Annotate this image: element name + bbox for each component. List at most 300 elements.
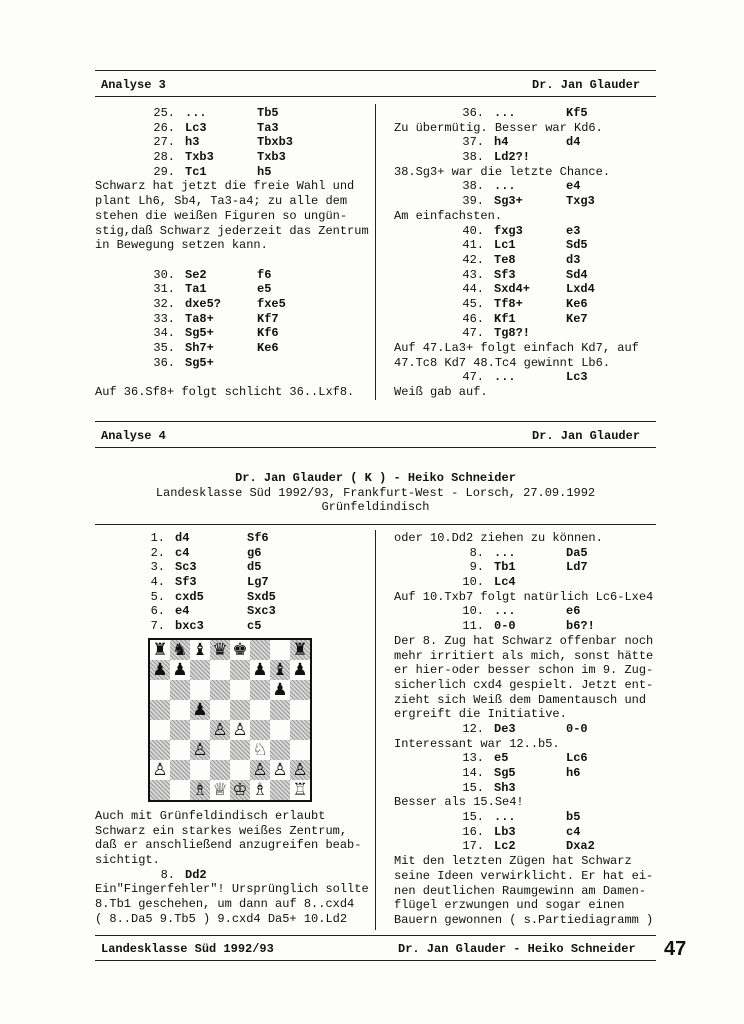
empty-square	[170, 680, 190, 700]
move-row	[95, 619, 373, 634]
analysis4-opening-moves	[95, 531, 373, 634]
empty-square	[230, 700, 250, 720]
white-move: Ta8+	[185, 311, 214, 326]
white-move: ...	[494, 810, 516, 825]
empty-square	[230, 740, 250, 760]
piece-square	[250, 760, 270, 780]
text-line: 47.Tc8 Kd7 48.Tc4 gewinnt Lb6.	[394, 355, 611, 370]
game-header-rule	[95, 524, 656, 525]
empty-square	[230, 660, 250, 680]
move-row	[394, 224, 656, 239]
move-number: 10.	[462, 575, 484, 590]
move-row	[95, 341, 373, 356]
move-row	[394, 825, 656, 840]
text-line: Auch mit Grünfeldindisch erlaubt	[95, 809, 326, 823]
empty-square	[230, 760, 250, 780]
piece-square	[170, 660, 190, 680]
empty-square	[250, 700, 270, 720]
text-line: Ein"Fingerfehler"! Ursprünglich sollte	[95, 882, 369, 897]
white-move: Kf1	[494, 311, 516, 326]
move-number: 27.	[153, 135, 175, 150]
move-number: 43.	[462, 267, 484, 282]
chess-piece-icon: ♙	[252, 760, 268, 780]
text-line: stig,daß Schwarz jederzeit das Zentrum	[95, 223, 369, 238]
black-move: Ke7	[566, 311, 588, 326]
move-row	[394, 810, 656, 825]
black-move: c5	[247, 619, 262, 634]
piece-square	[210, 640, 230, 660]
move-number: 14.	[462, 766, 484, 780]
white-move: Sg5	[494, 766, 516, 780]
black-move: Kf5	[566, 106, 588, 120]
move-row	[95, 282, 373, 297]
move-number: 44.	[462, 282, 484, 297]
move-number: 38.	[462, 150, 484, 165]
move-row	[95, 165, 373, 180]
piece-square	[190, 700, 210, 720]
chess-piece-icon: ♜	[152, 640, 168, 660]
move-number: 17.	[462, 839, 484, 854]
move-row	[394, 179, 656, 194]
move-row	[394, 312, 656, 327]
black-move: fxe5	[257, 296, 286, 311]
analysis4-left-text	[95, 809, 373, 927]
white-move: e4	[175, 604, 190, 619]
move-number: 8.	[160, 867, 175, 882]
white-move: fxg3	[494, 223, 523, 238]
move-number: 5.	[150, 589, 165, 604]
piece-square	[290, 640, 310, 660]
text-line: Auf 47.La3+ folgt einfach Kd7, auf	[394, 341, 639, 355]
text-line: Interessant war 12..b5.	[394, 736, 560, 751]
move-row	[95, 868, 373, 883]
move-row	[95, 356, 373, 371]
text-line: flügel erzwungen und sogar einen	[394, 898, 625, 913]
white-move: Tf8+	[494, 296, 523, 311]
chess-piece-icon: ♗	[252, 780, 268, 800]
move-row	[394, 253, 656, 268]
move-row	[394, 560, 656, 575]
section2-top-rule	[95, 421, 656, 422]
black-move: g6	[247, 545, 262, 560]
piece-square	[250, 780, 270, 800]
text-line: sichtigt.	[95, 853, 160, 868]
piece-square	[290, 780, 310, 800]
black-move: 0-0	[566, 721, 588, 736]
page-number: 47	[664, 938, 687, 960]
piece-square	[290, 760, 310, 780]
section-title: Analyse 3	[101, 78, 166, 92]
black-move: Kf6	[257, 326, 279, 341]
empty-square	[150, 780, 170, 800]
move-row	[394, 282, 656, 297]
text-line: zieht sich Weiß dem Damentausch und	[394, 692, 647, 707]
section-author: Dr. Jan Glauder	[532, 429, 641, 443]
white-move: Sg5+	[185, 326, 214, 341]
piece-square	[230, 780, 250, 800]
white-move: Sxd4+	[494, 282, 531, 297]
chess-piece-icon: ♟	[292, 660, 308, 680]
text-line: Bauern gewonnen ( s.Partiediagramm )	[394, 912, 654, 927]
white-move: Ld2?!	[494, 150, 531, 165]
move-number: 31.	[153, 282, 175, 297]
piece-square	[170, 640, 190, 660]
move-number: 37.	[462, 135, 484, 150]
piece-square	[250, 740, 270, 760]
piece-square	[250, 660, 270, 680]
white-move: ...	[494, 106, 516, 120]
move-number: 32.	[153, 296, 175, 311]
white-move: Ta1	[185, 282, 207, 297]
black-move: e6	[566, 604, 581, 619]
move-number: 16.	[462, 824, 484, 839]
empty-square	[210, 760, 230, 780]
chess-piece-icon: ♖	[292, 780, 308, 800]
black-move: Lxd4	[566, 282, 595, 297]
game-header	[95, 471, 656, 515]
empty-square	[190, 680, 210, 700]
white-move: Tb1	[494, 560, 516, 575]
black-move: Tbxb3	[257, 135, 294, 150]
chess-piece-icon: ♙	[152, 760, 168, 780]
white-move: cxd5	[175, 589, 204, 604]
chess-piece-icon: ♙	[292, 760, 308, 780]
text-line: daß er anschließend anzugreifen beab-	[95, 838, 362, 853]
piece-square	[190, 740, 210, 760]
black-move: d3	[566, 252, 581, 267]
move-row	[394, 839, 656, 854]
text-line: Am einfachsten.	[394, 208, 503, 223]
white-move: Lc1	[494, 238, 516, 253]
empty-square	[150, 680, 170, 700]
empty-square	[250, 640, 270, 660]
black-move: e4	[566, 179, 581, 194]
empty-square	[190, 720, 210, 740]
piece-square	[150, 660, 170, 680]
analysis3-left-column	[95, 106, 373, 400]
black-move: Kf7	[257, 311, 279, 326]
text-line: oder 10.Dd2 ziehen zu können.	[394, 531, 603, 545]
piece-square	[290, 660, 310, 680]
move-row	[394, 751, 656, 766]
game-event: Landesklasse Süd 1992/93, Frankfurt-West - Lorsch, 27.09.1992	[155, 485, 596, 500]
move-number: 2.	[150, 545, 165, 560]
black-move: b6?!	[566, 619, 595, 634]
black-move: e3	[566, 223, 581, 238]
move-row	[95, 135, 373, 150]
move-row	[394, 268, 656, 283]
chess-piece-icon: ♟	[152, 660, 168, 680]
black-move: c4	[566, 824, 581, 839]
piece-square	[210, 780, 230, 800]
move-row	[394, 106, 656, 121]
white-move: dxe5?	[185, 296, 222, 311]
white-move: Sf3	[494, 267, 516, 282]
move-row	[394, 575, 656, 590]
move-row	[394, 238, 656, 253]
move-row	[394, 297, 656, 312]
text-line: stehen die weißen Figuren so ungün-	[95, 208, 348, 223]
black-move: Ke6	[257, 341, 279, 355]
move-number: 40.	[462, 223, 484, 238]
white-move: e5	[494, 751, 509, 766]
chess-piece-icon: ♙	[272, 760, 288, 780]
move-row	[394, 150, 656, 165]
empty-square	[190, 760, 210, 780]
black-move: Lc6	[566, 751, 588, 766]
piece-square	[270, 760, 290, 780]
piece-square	[270, 660, 290, 680]
chess-piece-icon: ♘	[252, 740, 268, 760]
footer-left: Landesklasse Süd 1992/93	[101, 942, 274, 956]
white-move: c4	[175, 545, 190, 560]
chess-piece-icon: ♙	[192, 740, 208, 760]
white-move: Lc2	[494, 839, 516, 854]
section-author: Dr. Jan Glauder	[532, 78, 641, 92]
chess-piece-icon: ♛	[212, 640, 228, 660]
piece-square	[190, 780, 210, 800]
game-opening: Grünfeldindisch	[321, 500, 430, 515]
white-move: ...	[185, 106, 207, 120]
text-line: seine Ideen verwirklicht. Er hat ei-	[394, 868, 654, 883]
chess-piece-icon: ♜	[292, 640, 308, 660]
move-number: 10.	[462, 604, 484, 619]
empty-square	[270, 700, 290, 720]
empty-square	[270, 780, 290, 800]
black-move: Ke6	[566, 296, 588, 311]
white-move: ...	[494, 604, 516, 619]
text-line: Besser als 15.Se4!	[394, 795, 524, 810]
move-row	[394, 194, 656, 209]
text-line: mehr irritiert als mich, sonst hätte	[394, 648, 654, 663]
section-title: Analyse 4	[101, 429, 166, 443]
empty-square	[210, 700, 230, 720]
white-move: 0-0	[494, 619, 516, 634]
chess-piece-icon: ♞	[172, 640, 188, 660]
move-row	[95, 312, 373, 327]
text-line: er hier-oder besser schon im 9. Zug-	[394, 663, 654, 678]
empty-square	[210, 740, 230, 760]
black-move: Txb3	[257, 150, 286, 165]
black-move: e5	[257, 282, 272, 297]
section2-header-rule	[95, 447, 656, 448]
black-move: h6	[566, 766, 581, 780]
piece-square	[150, 640, 170, 660]
move-number: 41.	[462, 238, 484, 253]
white-move: ...	[494, 179, 516, 194]
empty-square	[150, 700, 170, 720]
move-row	[95, 268, 373, 283]
text-line: sicherlich cxd4 gespielt. Jetzt ent-	[394, 677, 654, 692]
move-row	[394, 135, 656, 150]
piece-square	[150, 760, 170, 780]
move-number: 30.	[153, 267, 175, 282]
column-divider	[375, 530, 376, 930]
move-row	[394, 619, 656, 634]
black-move: Sxc3	[247, 604, 276, 619]
black-move: Da5	[566, 545, 588, 560]
empty-square	[270, 720, 290, 740]
black-move: Lg7	[247, 575, 269, 590]
empty-square	[210, 680, 230, 700]
move-number: 11.	[462, 619, 484, 634]
empty-square	[150, 720, 170, 740]
top-rule	[95, 70, 656, 71]
chess-piece-icon: ♟	[172, 660, 188, 680]
black-move: Tb5	[257, 106, 279, 120]
black-move: Ld7	[566, 560, 588, 575]
chess-piece-icon: ♔	[232, 780, 248, 800]
move-number: 28.	[153, 150, 175, 165]
move-number: 25.	[153, 106, 175, 120]
black-move: f6	[257, 267, 272, 282]
white-move: Lc4	[494, 575, 516, 590]
move-number: 34.	[153, 326, 175, 341]
white-move: Dd2	[185, 867, 207, 882]
move-number: 1.	[150, 531, 165, 545]
move-number: 38.	[462, 179, 484, 194]
empty-square	[210, 660, 230, 680]
white-move: Sh7+	[185, 341, 214, 355]
empty-square	[290, 740, 310, 760]
black-move: d4	[566, 135, 581, 150]
move-row	[95, 106, 373, 121]
move-number: 15.	[462, 810, 484, 825]
move-number: 47.	[462, 326, 484, 341]
white-move: h4	[494, 135, 509, 150]
empty-square	[290, 680, 310, 700]
chess-piece-icon: ♙	[232, 720, 248, 740]
white-move: Te8	[494, 252, 516, 267]
black-move: Sd4	[566, 267, 588, 282]
white-move: Sh3	[494, 780, 516, 795]
move-row	[95, 604, 373, 619]
text-line: ergreift die Initiative.	[394, 707, 567, 722]
move-number: 46.	[462, 311, 484, 326]
move-number: 36.	[462, 106, 484, 120]
white-move: De3	[494, 721, 516, 736]
chess-piece-icon: ♟	[192, 700, 208, 720]
game-players: Dr. Jan Glauder ( K ) - Heiko Schneider	[235, 471, 516, 485]
white-move: d4	[175, 531, 190, 545]
chess-piece-icon: ♙	[212, 720, 228, 740]
text-line: 38.Sg3+ war die letzte Chance.	[394, 164, 611, 179]
move-number: 36.	[153, 355, 175, 370]
move-number: 39.	[462, 194, 484, 209]
move-row	[95, 560, 373, 575]
empty-square	[250, 680, 270, 700]
white-move: h3	[185, 135, 200, 150]
move-row	[95, 297, 373, 312]
move-row	[394, 546, 656, 561]
empty-square	[170, 720, 190, 740]
text-line: Schwarz hat jetzt die freie Wahl und	[95, 179, 355, 194]
footer-rule-top	[95, 935, 656, 936]
analysis4-right-column	[394, 531, 656, 928]
empty-square	[150, 740, 170, 760]
text-line: ( 8..Da5 9.Tb5 ) 9.cxd4 Da5+ 10.Ld2	[95, 911, 348, 926]
move-number: 13.	[462, 751, 484, 766]
move-number: 33.	[153, 311, 175, 326]
empty-square	[290, 720, 310, 740]
white-move: Sg3+	[494, 194, 523, 209]
white-move: Lc3	[185, 120, 207, 135]
empty-square	[270, 640, 290, 660]
text-line: Weiß gab auf.	[394, 385, 488, 400]
chess-piece-icon: ♗	[192, 780, 208, 800]
move-number: 47.	[462, 370, 484, 385]
text-line: Mit den letzten Zügen hat Schwarz	[394, 854, 632, 869]
white-move: ...	[494, 545, 516, 560]
white-move: Sc3	[175, 560, 197, 575]
move-row	[95, 590, 373, 605]
empty-square	[170, 760, 190, 780]
piece-square	[190, 640, 210, 660]
move-number: 6.	[150, 604, 165, 619]
move-row	[394, 781, 656, 796]
text-line: 8.Tb1 geschehen, um dann auf 8..cxd4	[95, 897, 355, 912]
chess-piece-icon: ♟	[272, 680, 288, 700]
black-move: d5	[247, 560, 262, 575]
empty-square	[190, 660, 210, 680]
move-row	[394, 722, 656, 737]
chess-piece-icon: ♝	[192, 640, 208, 660]
piece-square	[210, 720, 230, 740]
move-number: 29.	[153, 164, 175, 179]
move-row	[394, 766, 656, 781]
chess-piece-icon: ♚	[232, 640, 248, 660]
move-number: 45.	[462, 296, 484, 311]
move-number: 9.	[469, 560, 484, 575]
white-move: ...	[494, 370, 516, 385]
white-move: Txb3	[185, 150, 214, 165]
move-row	[95, 531, 373, 546]
move-number: 7.	[150, 619, 165, 634]
move-row	[394, 370, 656, 385]
move-row	[394, 604, 656, 619]
move-number: 4.	[150, 575, 165, 590]
black-move: Lc3	[566, 370, 588, 385]
empty-square	[230, 680, 250, 700]
analysis3-right-column	[394, 106, 656, 400]
footer-rule-bottom	[95, 960, 656, 961]
white-move: bxc3	[175, 619, 204, 634]
move-row	[95, 575, 373, 590]
text-line: Der 8. Zug hat Schwarz offenbar noch	[394, 633, 654, 648]
white-move: Sf3	[175, 575, 197, 590]
chess-piece-icon: ♕	[212, 780, 228, 800]
move-row	[394, 326, 656, 341]
move-row	[95, 326, 373, 341]
white-move: Tc1	[185, 164, 207, 179]
black-move: Sxd5	[247, 589, 276, 604]
column-divider	[375, 104, 376, 400]
move-number: 15.	[462, 780, 484, 795]
move-row	[95, 150, 373, 165]
move-number: 3.	[150, 560, 165, 575]
black-move: Ta3	[257, 120, 279, 135]
chess-piece-icon: ♝	[272, 660, 288, 680]
white-move: Sg5+	[185, 355, 214, 370]
empty-square	[170, 780, 190, 800]
white-move: Se2	[185, 267, 207, 282]
empty-square	[270, 740, 290, 760]
piece-square	[270, 680, 290, 700]
move-number: 42.	[462, 252, 484, 267]
black-move: Sd5	[566, 238, 588, 253]
black-move: h5	[257, 164, 272, 179]
chess-piece-icon: ♟	[252, 660, 268, 680]
